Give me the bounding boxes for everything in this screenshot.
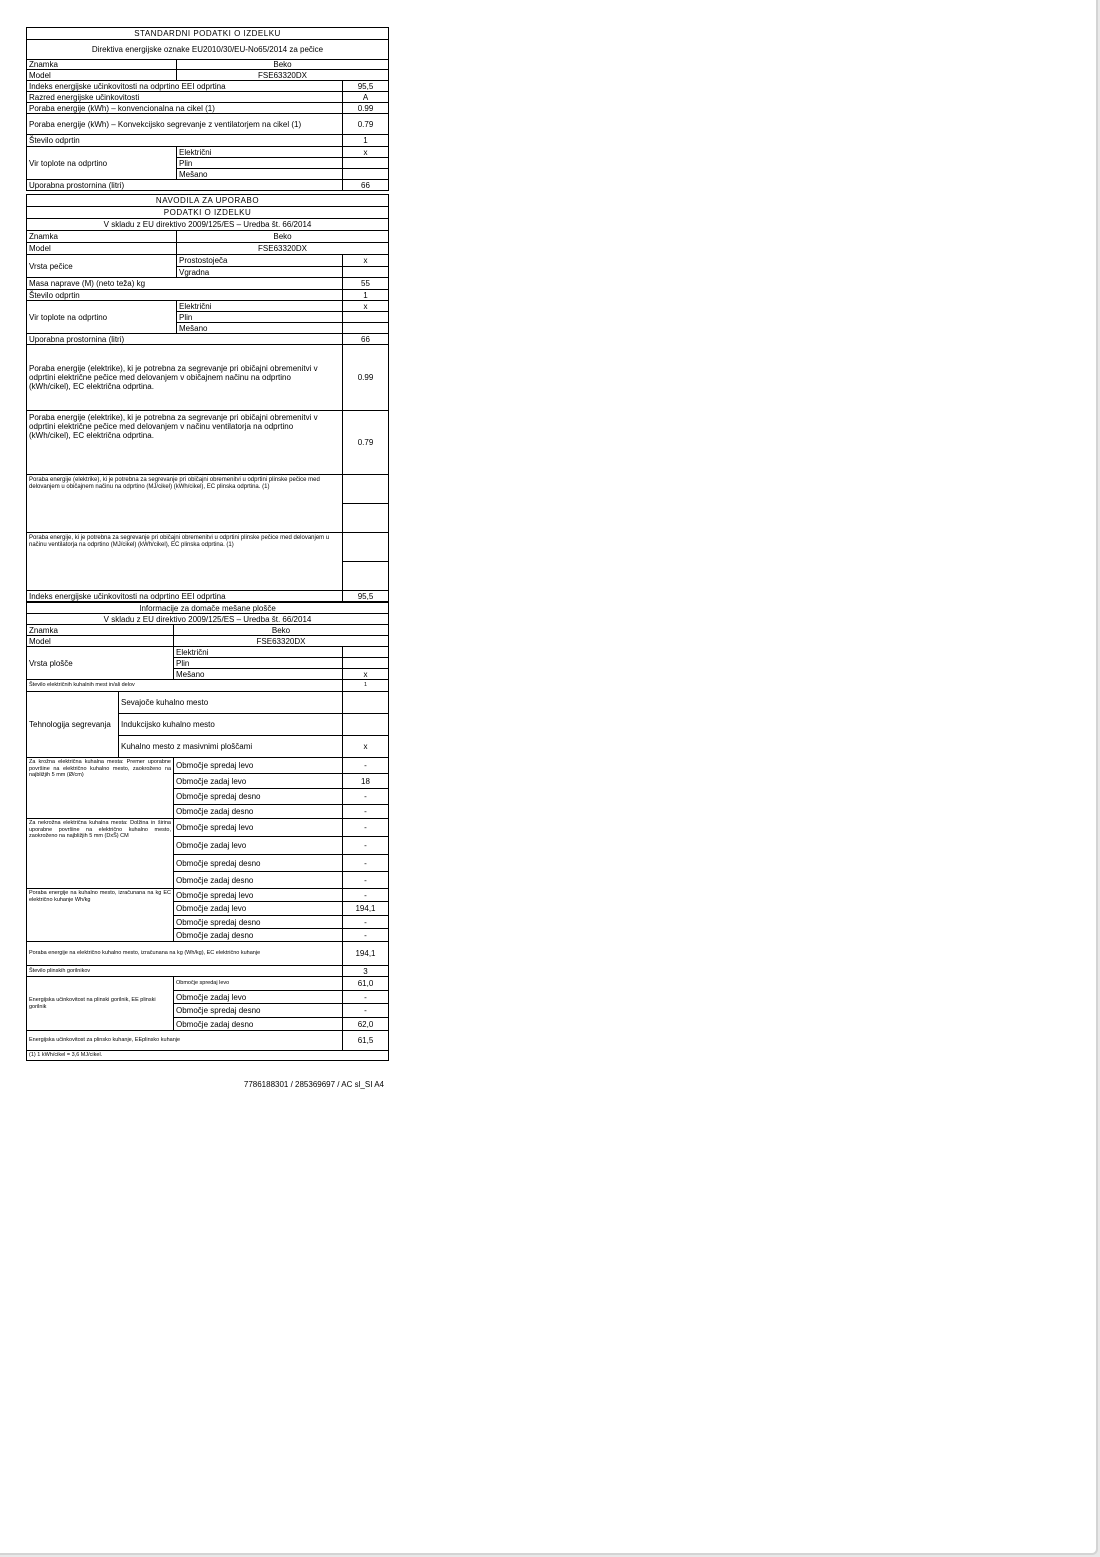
eei-label: Indeks energijske učinkovitosti na odprtino EEI odprtina: [27, 81, 343, 92]
ec-electric-hob-label: Poraba energije na električno kuhalno mesto, izračunana na kg (Wh/kg), EC električno kuhanje: [27, 942, 343, 966]
circular-front-left-value: -: [343, 758, 389, 774]
hob-electric-label: Električni: [174, 647, 343, 658]
noncircular-rear-right-value: -: [343, 872, 389, 889]
zone-front-right: Območje spredaj desno: [174, 855, 343, 872]
zone-front-left: Območje spredaj levo: [174, 819, 343, 837]
document-footer-code: 7786188301 / 285369697 / AC sl_SI A4: [243, 1080, 384, 1089]
heat-electric-label: Električni: [177, 147, 343, 158]
regulation-text: V skladu z EU direktivo 2009/125/ES – Uredba št. 66/2014: [27, 219, 389, 231]
zone-rear-left: Območje zadaj levo: [174, 774, 343, 789]
ec-gas-conventional-value-mj: [343, 475, 389, 504]
hob-data-table: [26, 602, 389, 1061]
heat-gas-label: Plin: [177, 312, 343, 323]
hob-mixed-label: Mešano: [174, 669, 343, 680]
oven-type-builtin: Vgradna: [177, 267, 343, 278]
heat-mixed-value: [343, 323, 389, 334]
unit-conversion-note: (1) 1 kWh/cikel = 3,6 MJ/cikel.: [27, 1051, 389, 1061]
ec-zone-rear-left-value: 194,1: [343, 902, 389, 916]
tech-radiant-value: [343, 692, 389, 714]
product-fiche: [26, 27, 388, 1061]
regulation-text: V skladu z EU direktivo 2009/125/ES – Uredba št. 66/2014: [27, 614, 389, 625]
model-label: Model: [27, 70, 177, 81]
zone-rear-left: Območje zadaj levo: [174, 837, 343, 855]
tech-radiant-label: Sevajoče kuhalno mesto: [119, 692, 343, 714]
brand-value: Beko: [174, 625, 389, 636]
ec-zone-front-left-value: -: [343, 889, 389, 902]
model-value: FSE63320DX: [177, 70, 389, 81]
ec-gas-fan-label: Poraba energije, ki je potrebna za segrevanje pri običajni obremenitvi u odprtini plinske pečice med delovanjem u načinu ventilatorja na odprtino (MJ/cikel) (kWh/cikel), EC plinska odprtina. (1): [27, 533, 343, 591]
noncircular-zones-label: Za nekrožna električna kuhalna mesta: Dolžina in širina uporabne površine na električno kuhalno mesto, zaokroženo na najbližjih 5 mm (DxŠ) CM: [27, 819, 174, 889]
zone-front-left: Območje spredaj levo: [174, 889, 343, 902]
brand-label: Znamka: [27, 60, 177, 70]
usable-volume-value: 66: [343, 334, 389, 345]
hob-electric-value: [343, 647, 389, 658]
cavity-count-label: Število odprtin: [27, 135, 343, 147]
usable-volume-label: Uporabna prostornina (litri): [27, 334, 343, 345]
gas-burners-value: 3: [343, 966, 389, 977]
instructions-title: NAVODILA ZA UPORABO: [27, 195, 389, 207]
oven-product-data-table: [26, 194, 389, 602]
noncircular-front-right-value: -: [343, 855, 389, 872]
model-value: FSE63320DX: [177, 243, 389, 255]
mass-value: 55: [343, 278, 389, 290]
heat-gas-value: [343, 312, 389, 323]
heat-source-label: Vir toplote na odprtino: [27, 147, 177, 180]
fan-consumption-label: Poraba energije (kWh) – Konvekcijsko segrevanje z ventilatorjem na cikel (1): [27, 114, 343, 135]
oven-type-freestanding: Prostostoječa: [177, 255, 343, 267]
heat-gas-value: [343, 158, 389, 169]
gas-burners-label: Število plinskih gorilnikov: [27, 966, 343, 977]
heat-electric-value: x: [343, 147, 389, 158]
heat-electric-label: Električni: [177, 301, 343, 312]
model-label: Model: [27, 243, 177, 255]
energy-class-label: Razred energijske učinkovitosti: [27, 92, 343, 103]
tech-solid-plate-label: Kuhalno mesto z masivnimi ploščami: [119, 736, 343, 758]
product-data-title: PODATKI O IZDELKU: [27, 207, 389, 219]
tech-induction-label: Indukcijsko kuhalno mesto: [119, 714, 343, 736]
eei-value: 95,5: [343, 591, 389, 602]
brand-label: Znamka: [27, 625, 174, 636]
hob-mixed-value: x: [343, 669, 389, 680]
table-title: STANDARDNI PODATKI O IZDELKU: [27, 28, 389, 40]
electric-zones-label: Število električnih kuhalnih mest in/ali delov: [27, 680, 343, 692]
zone-rear-right: Območje zadaj desno: [174, 929, 343, 942]
model-label: Model: [27, 636, 174, 647]
noncircular-rear-left-value: -: [343, 837, 389, 855]
model-value: FSE63320DX: [174, 636, 389, 647]
zone-front-right: Območje spredaj desno: [174, 1004, 343, 1018]
oven-type-builtin-value: [343, 267, 389, 278]
noncircular-front-left-value: -: [343, 819, 389, 837]
oven-type-freestanding-value: x: [343, 255, 389, 267]
ec-gas-fan-value-kwh: [343, 562, 389, 591]
electric-zones-value: 1: [343, 680, 389, 692]
zone-rear-right: Območje zadaj desno: [174, 805, 343, 819]
ee-gas-burner-label: Energijska učinkovitost na plinski gorilnik, EE plinski gorilnik: [27, 977, 174, 1031]
cavity-count-value: 1: [343, 135, 389, 147]
tech-solid-plate-value: x: [343, 736, 389, 758]
zone-rear-right: Območje zadaj desno: [174, 872, 343, 889]
usable-volume-label: Uporabna prostornina (litri): [27, 180, 343, 191]
heat-gas-label: Plin: [177, 158, 343, 169]
cavity-count-value: 1: [343, 290, 389, 301]
hob-gas-value: [343, 658, 389, 669]
ee-gas-hob-value: 61,5: [343, 1031, 389, 1051]
mass-label: Masa naprave (M) (neto teža) kg: [27, 278, 343, 290]
heat-mixed-label: Mešano: [177, 323, 343, 334]
energy-class-value: A: [343, 92, 389, 103]
ec-electric-conventional-value: 0.99: [343, 345, 389, 411]
zone-front-right: Območje spredaj desno: [174, 916, 343, 929]
oven-type-label: Vrsta pečice: [27, 255, 177, 278]
standard-product-data-table: [26, 27, 389, 194]
ee-rear-left-value: -: [343, 991, 389, 1004]
circular-zones-label: Za krožna električna kuhalna mesta: Premer uporabne površine na električno kuhalno mesto, zaokroženo na najbližjih 5 mm (Ø/cm): [27, 758, 174, 819]
ec-electric-hob-value: 194,1: [343, 942, 389, 966]
hob-info-title: Informacije za domače mešane plošče: [27, 603, 389, 614]
ee-front-right-value: -: [343, 1004, 389, 1018]
circular-front-right-value: -: [343, 789, 389, 805]
ec-gas-fan-value-mj: [343, 533, 389, 562]
heat-mixed-value: [343, 169, 389, 180]
conventional-consumption-label: Poraba energije (kWh) – konvencionalna na cikel (1): [27, 103, 343, 114]
heating-technology-label: Tehnologija segrevanja: [27, 692, 119, 758]
zone-rear-left: Območje zadaj levo: [174, 902, 343, 916]
ec-electric-fan-label: Poraba energije (elektrike), ki je potrebna za segrevanje pri običajni obremenitvi v odprtini električne pečice med delovanjem v načinu ventilatorja na odprtino (kWh/cikel), EC električna odprtina.: [27, 411, 343, 475]
conventional-consumption-value: 0.99: [343, 103, 389, 114]
directive-text: Direktiva energijske oznake EU2010/30/EU-No65/2014 za pečice: [27, 40, 389, 60]
usable-volume-value: 66: [343, 180, 389, 191]
eei-label: Indeks energijske učinkovitosti na odprtino EEI odprtina: [27, 591, 343, 602]
heat-mixed-label: Mešano: [177, 169, 343, 180]
brand-value: Beko: [177, 231, 389, 243]
circular-rear-left-value: 18: [343, 774, 389, 789]
zone-front-left: Območje spredaj levo: [174, 758, 343, 774]
zone-rear-left: Območje zadaj levo: [174, 991, 343, 1004]
zone-front-left: Območje spredaj levo: [174, 977, 343, 991]
hob-gas-label: Plin: [174, 658, 343, 669]
ec-electric-fan-value: 0.79: [343, 411, 389, 475]
ec-gas-conventional-value-kwh: [343, 504, 389, 533]
hob-type-label: Vrsta plošče: [27, 647, 174, 680]
circular-rear-right-value: -: [343, 805, 389, 819]
zone-rear-right: Območje zadaj desno: [174, 1018, 343, 1031]
cavity-count-label: Število odprtin: [27, 290, 343, 301]
ee-rear-right-value: 62,0: [343, 1018, 389, 1031]
zone-front-right: Območje spredaj desno: [174, 789, 343, 805]
heat-source-label: Vir toplote na odprtino: [27, 301, 177, 334]
tech-induction-value: [343, 714, 389, 736]
brand-label: Znamka: [27, 231, 177, 243]
ec-zone-rear-right-value: -: [343, 929, 389, 942]
ec-zone-label: Poraba energije na kuhalno mesto, izračunana na kg EC električno kuhanje Wh/kg: [27, 889, 174, 942]
ee-front-left-value: 61,0: [343, 977, 389, 991]
ee-gas-hob-label: Energijska učinkovitost za plinsko kuhanje, EEplinsko kuhanje: [27, 1031, 343, 1051]
ec-zone-front-right-value: -: [343, 916, 389, 929]
brand-value: Beko: [177, 60, 389, 70]
ec-gas-conventional-label: Poraba energije (elektrike), ki je potrebna za segrevanje pri običajni obremenitvi u odprtini plinske pečice med delovanjem u običajnem načinu na odprtino (MJ/cikel) (kWh/cikel), EC plinska odprtina. (1): [27, 475, 343, 533]
fan-consumption-value: 0.79: [343, 114, 389, 135]
eei-value: 95,5: [343, 81, 389, 92]
heat-electric-value: x: [343, 301, 389, 312]
ec-electric-conventional-label: Poraba energije (elektrike), ki je potrebna za segrevanje pri običajni obremenitvi v odprtini električne pečice med delovanjem v običajnem načinu na odprtino (kWh/cikel), EC električna odprtina.: [27, 345, 343, 411]
